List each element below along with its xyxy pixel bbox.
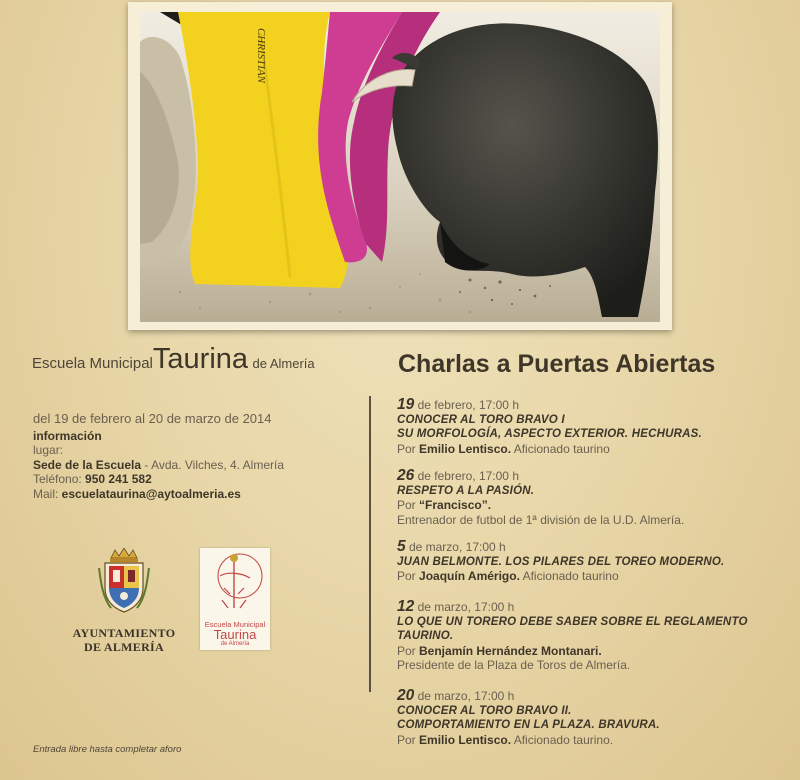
brand-name: Taurina — [152, 343, 249, 375]
free-entry-note: Entrada libre hasta completar aforo — [33, 744, 182, 755]
talk-topic: CONOCER AL TORO BRAVO II. — [397, 704, 572, 717]
phone-label: Teléfono: — [33, 472, 86, 487]
talk-by: Por — [397, 643, 420, 658]
talk-when: de febrero, 17:00 h — [414, 469, 519, 483]
ayuntamiento-caption — [64, 626, 184, 654]
talk-speaker: “Francisco”. — [419, 498, 492, 513]
school-brand — [32, 343, 315, 376]
talk-topic: RESPETO A LA PASIÓN. — [397, 484, 535, 497]
talk-day: 12 — [397, 598, 415, 615]
place-address: - Avda. Vilches, 4. Almería — [141, 457, 285, 472]
mail-address[interactable]: escuelataurina@aytoalmeria.es — [61, 486, 241, 501]
talk-day: 5 — [397, 538, 406, 555]
ayto-line2: DE ALMERÍA — [83, 640, 164, 654]
contact-info — [33, 412, 284, 502]
talk-topic: CONOCER AL TORO BRAVO I — [397, 413, 565, 426]
school-emblem-icon — [200, 548, 270, 618]
brand-suffix: de Almería — [252, 356, 315, 371]
talk-item — [397, 689, 792, 747]
talk-day: 19 — [397, 396, 415, 413]
talk-topic: JUAN BELMONTE. LOS PILARES DEL TOREO MODERNO. — [397, 555, 725, 568]
school-logo-line2: Taurina — [213, 627, 257, 642]
talk-when: de marzo, 17:00 h — [414, 600, 515, 614]
school-logo — [200, 548, 270, 650]
school-logo-line1: Escuela Municipal — [204, 620, 266, 629]
talk-item — [397, 398, 792, 456]
place-label: lugar: — [33, 443, 64, 458]
talk-by: Por — [397, 441, 420, 456]
talk-speaker: Emilio Lentisco. — [419, 441, 512, 456]
talk-day: 26 — [397, 467, 415, 484]
talk-by: Por — [397, 498, 420, 513]
cape-text: CHRISTIAN — [255, 28, 267, 83]
talk-item — [397, 469, 792, 527]
talk-item — [397, 600, 792, 673]
phone-number[interactable]: 950 241 582 — [85, 472, 152, 487]
date-range: del 19 de febrero al 20 de marzo de 2014 — [33, 411, 272, 426]
talk-speaker: Joaquín Amérigo. — [419, 569, 520, 584]
talk-topic: LO QUE UN TORERO DEBE SABER SOBRE EL REGLAMENTO — [397, 615, 748, 628]
talk-when: de marzo, 17:00 h — [405, 540, 506, 554]
ayto-line1: AYUNTAMIENTO — [72, 626, 176, 640]
talk-when: de marzo, 17:00 h — [414, 689, 515, 703]
page-title: Charlas a Puertas Abiertas — [398, 350, 716, 378]
talk-speaker: Emilio Lentisco. — [419, 732, 512, 747]
talk-by: Por — [397, 732, 420, 747]
info-label: información — [33, 428, 102, 443]
talk-role: Aficionado taurino — [511, 441, 610, 456]
talk-item — [397, 540, 792, 584]
talk-extra: Entrenador de futbol de 1ª división de la U.D. Almería. — [397, 512, 685, 527]
school-logo-line3: de Almería — [220, 641, 250, 647]
talk-role: Aficionado taurino — [519, 569, 619, 584]
talk-role: Aficionado taurino. — [511, 732, 614, 747]
divider — [369, 396, 371, 692]
place-name: Sede de la Escuela — [33, 457, 142, 472]
talk-topic: SU MORFOLOGÍA, ASPECTO EXTERIOR. HECHURAS. — [397, 428, 702, 441]
talk-topic: COMPORTAMIENTO EN LA PLAZA. BRAVURA. — [397, 719, 660, 732]
bullfight-photo — [140, 12, 660, 322]
photo-frame — [128, 2, 672, 330]
talk-extra: Presidente de la Plaza de Toros de Almería. — [397, 658, 631, 673]
logos — [72, 546, 284, 656]
brand-prefix: Escuela Municipal — [32, 355, 153, 372]
talk-day: 20 — [397, 687, 415, 704]
talk-when: de febrero, 17:00 h — [414, 398, 519, 412]
mail-label: Mail: — [33, 486, 62, 501]
talk-topic: TAURINO. — [397, 630, 454, 643]
coat-of-arms-icon — [97, 548, 151, 614]
talk-speaker: Benjamín Hernández Montanari. — [419, 643, 602, 658]
talk-by: Por — [397, 569, 420, 584]
